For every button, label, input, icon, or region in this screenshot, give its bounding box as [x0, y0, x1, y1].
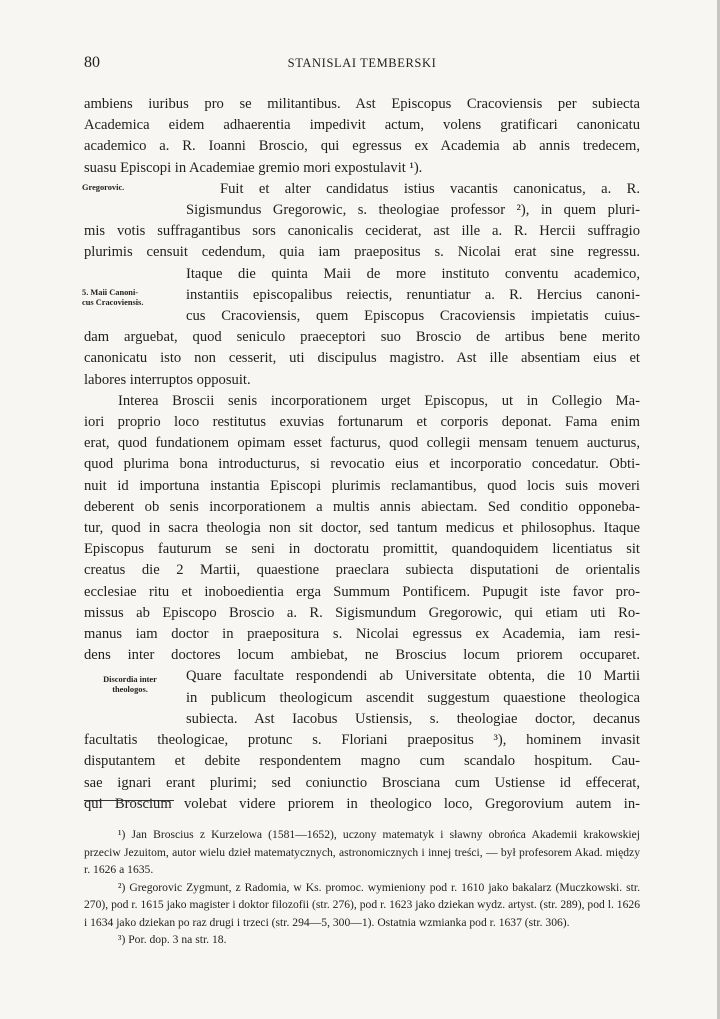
text-line: canonicatu isto non cesserit, uti discipulus magistro. Ast ille absentiam eius et — [84, 350, 640, 367]
text-line: cus Cracoviensis, quem Episcopus Cracoviensis impietatis cuius- — [186, 308, 640, 325]
marginal-note-line: theologos. — [112, 685, 148, 695]
text-line: academico a. R. Ioanni Broscio, qui egressus ex Academia ab annis tredecem, — [84, 138, 640, 155]
text-line: quod plurima bona introducturus, si revocatio eius et incorporatio concedatur. Obti- — [84, 456, 640, 473]
text-line: instantiis episcopalibus reiectis, renuntiatur a. R. Hercius canoni- — [186, 286, 640, 303]
text-line: Quare facultate respondendi ab Universitate obtenta, die 10 Martii — [186, 668, 640, 685]
text-line: nuit id importuna instantia Episcopi plurimis reclamantibus, quod locis suis moveri — [84, 477, 640, 494]
text-line: mis votis suffragantibus sors canonicalis ceciderat, ast ille a. R. Hercii suffragio — [84, 223, 640, 240]
paragraph-5-continued — [84, 730, 640, 815]
text-line: erat, quod fundationem opimam esset facturus, quod collegii mensam tenuem aucturus, — [84, 435, 640, 452]
text-line: plurimis censuit cedendum, quia iam praepositus s. Nicolai erat sine regressu. — [84, 244, 640, 261]
marginal-note-maii — [82, 288, 174, 308]
text-line: sae ignari erant plurimi; sed coniunctio Brosciana cum Ustiense id effecerat, — [84, 774, 640, 791]
text-line: ambiens iuribus pro se militantibus. Ast Episcopus Cracoviensis per subiecta — [84, 96, 640, 112]
text-line: in publicum theologicum ascendit suggestum quaestione theologica — [186, 689, 640, 706]
text-line: labores interruptos opposuit. — [84, 371, 251, 388]
text-line: qui Broscium volebat videre priorem in theologico loco, Gregorovium autem in- — [84, 795, 640, 812]
marginal-note-line: cus Cracoviensis. — [82, 297, 144, 307]
text-line: deberent ob senis incorporationem a multis annis abiectam. Sed conditio opponeba- — [84, 498, 640, 515]
text-line: Interea Broscii senis incorporationem urget Episcopus, ut in Collegio Ma- — [118, 392, 640, 409]
text-line: creatus die 2 Martii, quaestione praeclara subiecta disputationi de orientalis — [84, 562, 640, 579]
footnote-1: ¹) Jan Broscius z Kurzelowa (1581—1652), uczony matematyk i sławny obrońca Akademii krakowskiej przeciw Jezuitom, autor wielu dzieł matematycznych, astronomicznych i innej treści, — był profesorem Akad. między r. 1626 a 1635. — [84, 828, 640, 876]
text-line: missus ab Episcopo Broscio a. R. Sigismundum Gregorowic, qui etiam uti Ro- — [84, 604, 640, 621]
text-line: facultatis theologicae, protunc s. Floriani praepositus ³), hominem invasit — [84, 732, 640, 749]
text-line: manus iam doctor in praepositura s. Nicolai egressus ex Academia, iam resi- — [84, 626, 640, 643]
footnote-separator — [84, 800, 174, 801]
paragraph-3-continued — [84, 327, 640, 391]
marginal-note-line: 5. Maii Canoni- — [82, 287, 139, 297]
marginal-note-gregorovic: Gregorovic. — [82, 182, 125, 192]
text-line: tur, quod in sacra theologia non sit doctor, sed tantum medicus et philosophus. Itaque — [84, 520, 640, 537]
text-line: subiecta. Ast Iacobus Ustiensis, s. theologiae doctor, decanus — [186, 710, 640, 727]
footnote-2: ²) Gregorovic Zygmunt, z Radomia, w Ks. promoc. wymieniony pod r. 1610 jako bakalarz (Muczkowski. str. 270), pod r. 1615 jako magister i doktor filozofii (str. 276), pod r. 1623 jako dziekan wydz. artyst. (str. 289), pod l. 1626 i 1634 jako dziekan po raz drugi i trzeci (str. 294—5, 300—1). Ostatnia wzmianka pod r. 1637 (str. 306). — [84, 880, 640, 929]
paragraph-5-marginal-block — [84, 666, 640, 730]
text-line: Episcopus fauturum se seni in doctoratu promittit, quandoquidem licentiatus sit — [84, 541, 640, 558]
page-number: 80 — [84, 54, 100, 71]
page-header — [84, 54, 640, 74]
paragraph-1 — [84, 94, 640, 179]
footnote-3: ³) Por. dop. 3 na str. 18. — [118, 933, 227, 946]
text-line: Academica eidem adhaerentia impedivit actum, volens gratificari canonicatu — [84, 117, 640, 134]
text-line: ecclesiae ritu et inoboedientia erga Summum Pontificem. Pupugit iste favor pro- — [84, 583, 640, 600]
paragraph-2-continued — [84, 221, 640, 263]
marginal-note-discordia — [84, 675, 176, 695]
paragraph-2-marginal-block — [84, 179, 640, 221]
running-head: STANISLAI TEMBERSKI — [287, 56, 437, 70]
text-line: dam arguebat, quod seniculo praeceptori suo Broscio de artibus bene merito — [84, 329, 640, 346]
text-line: suasu Episcopi in Academiae gremio mori expostulavit ¹). — [84, 159, 423, 176]
text-line: dens inter doctores locum ambiebat, ne Broscius locum priorem occuparet. — [84, 647, 640, 664]
paragraph-4 — [84, 391, 640, 667]
text-line: Itaque die quinta Maii de more instituto conventu academico, — [186, 265, 640, 282]
footnotes — [84, 826, 640, 949]
text-line: disputantem et debite respondentem magno cum scandalo hospitum. Cau- — [84, 753, 640, 770]
paragraph-3-marginal-block — [84, 264, 640, 328]
marginal-note-line: Discordia inter — [103, 675, 157, 685]
body-text — [84, 94, 640, 815]
text-line: Fuit et alter candidatus istius vacantis canonicatus, a. R. — [220, 180, 640, 197]
text-line: Sigismundus Gregorowic, s. theologiae professor ²), in quem pluri- — [186, 202, 640, 219]
text-line: iori proprio loco restitutus exuvias fortunarum et corporis deponat. Fama enim — [84, 414, 640, 431]
